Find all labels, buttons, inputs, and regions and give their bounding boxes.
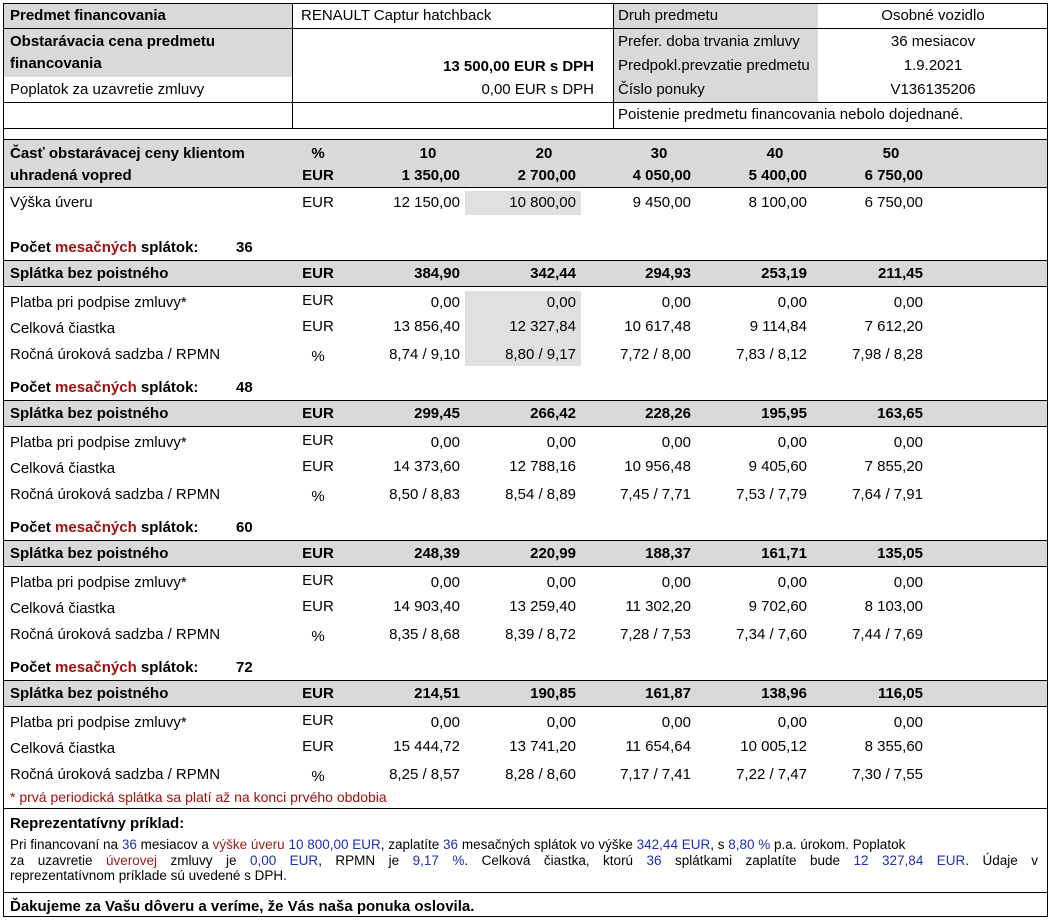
divider [4,892,1047,893]
installment-value: 195,95 [761,405,807,422]
loan-value: 9 450,00 [632,194,691,211]
interest-rate-value: 8,74 / 9,10 [389,346,460,363]
interest-rate-value: 8,50 / 8,83 [389,486,460,503]
head-amount: 4 050,00 [632,167,691,184]
head-label-2: uhradená vopred [10,167,132,184]
installment-value: 163,65 [877,405,923,422]
footnote: * prvá periodická splátka sa platí až na konci prvého obdobia [10,789,387,805]
installment-value: 138,96 [761,685,807,702]
type-label: Druh predmetu [618,7,719,24]
total-amount-unit: EUR [302,598,334,615]
divider [292,4,293,102]
sign-payment-value: 0,00 [546,574,576,591]
total-amount-unit: EUR [302,458,334,475]
loan-value: 10 800,00 [509,194,576,211]
sign-payment-label: Platba pri podpise zmluvy* [10,434,187,451]
divider [4,128,1047,129]
sign-payment-value: 0,00 [893,574,923,591]
payment-count: 60 [236,519,253,536]
total-amount-value: 9 114,84 [749,318,807,335]
sign-payment-value: 0,00 [777,294,807,311]
total-amount-value: 13 259,40 [509,598,576,615]
installment-unit: EUR [302,685,334,702]
payment-count: 48 [236,379,253,396]
total-amount-value: 12 327,84 [509,318,576,335]
divider [4,139,1047,140]
installment-value: 266,42 [530,405,576,422]
head-percent: 20 [535,145,553,162]
interest-rate-value: 7,44 / 7,69 [852,626,923,643]
sign-payment-value: 0,00 [777,714,807,731]
interest-rate-value: 7,72 / 8,00 [620,346,691,363]
sign-payment-value: 0,00 [893,294,923,311]
example-text [10,837,1038,884]
head-percent: 10 [419,145,437,162]
head-amount: 5 400,00 [748,167,807,184]
head-label-1: Časť obstarávacej ceny klientom [10,145,245,162]
sign-payment-value: 0,00 [430,294,460,311]
installment-label: Splátka bez poistného [10,265,169,282]
installment-value: 384,90 [414,265,460,282]
installment-unit: EUR [302,405,334,422]
type-value: Osobné vozidlo [881,7,985,24]
payment-count-label: Počet mesačných splátok: [10,519,199,536]
sign-payment-value: 0,00 [777,574,807,591]
sign-payment-unit: EUR [302,572,334,589]
total-amount-value: 13 856,40 [393,318,460,335]
total-amount-value: 10 005,12 [740,738,807,755]
loan-label: Výška úveru [10,194,93,211]
interest-rate-unit: % [311,488,325,505]
sign-payment-unit: EUR [302,712,334,729]
duration-value: 36 mesiacov [890,33,976,50]
total-amount-value: 8 355,60 [864,738,923,755]
payment-count-label: Počet mesačných splátok: [10,239,199,256]
interest-rate-value: 8,39 / 8,72 [505,626,576,643]
sign-payment-value: 0,00 [546,434,576,451]
total-amount-label: Celková čiastka [10,320,116,337]
sign-payment-value: 0,00 [893,714,923,731]
interest-rate-value: 8,35 / 8,68 [389,626,460,643]
fee-label: Poplatok za uzavretie zmluvy [10,81,205,98]
interest-rate-value: 7,53 / 7,79 [736,486,807,503]
head-amount: 6 750,00 [864,167,923,184]
sign-payment-unit: EUR [302,292,334,309]
takeover-value: 1.9.2021 [903,57,963,74]
divider [4,808,1047,809]
thanks-text: Ďakujeme za Vašu dôveru a veríme, že Vás naša ponuka oslovila. [10,898,475,915]
interest-rate-unit: % [311,348,325,365]
subject-label: Predmet financovania [10,7,166,24]
installment-value: 342,44 [530,265,576,282]
sign-payment-value: 0,00 [546,294,576,311]
example-title: Reprezentatívny príklad: [10,815,185,832]
divider [4,286,1047,287]
total-amount-label: Celková čiastka [10,740,116,757]
divider [613,4,614,128]
interest-rate-value: 7,64 / 7,91 [852,486,923,503]
total-amount-value: 11 302,20 [625,598,691,615]
head-unit-pct: % [311,145,325,162]
divider [4,706,1047,707]
total-amount-value: 13 741,20 [509,738,576,755]
installment-value: 299,45 [414,405,460,422]
sign-payment-value: 0,00 [661,294,691,311]
installment-label: Splátka bez poistného [10,405,169,422]
head-percent: 50 [882,145,900,162]
total-amount-value: 7 855,20 [864,458,923,475]
total-amount-value: 8 103,00 [864,598,923,615]
sign-payment-value: 0,00 [661,434,691,451]
interest-rate-unit: % [311,628,325,645]
interest-rate-label: Ročná úroková sadzba / RPMN [10,766,221,783]
total-amount-unit: EUR [302,738,334,755]
total-amount-value: 10 956,48 [624,458,691,475]
price-value: 13 500,00 EUR s DPH [443,58,594,75]
sign-payment-value: 0,00 [430,574,460,591]
installment-value: 253,19 [761,265,807,282]
divider [4,426,1047,427]
total-amount-value: 11 654,64 [625,738,691,755]
interest-rate-label: Ročná úroková sadzba / RPMN [10,626,221,643]
interest-rate-value: 7,34 / 7,60 [736,626,807,643]
sign-payment-label: Platba pri podpise zmluvy* [10,294,187,311]
installment-value: 214,51 [414,685,460,702]
total-amount-value: 14 903,40 [393,598,460,615]
insurance-note: Poistenie predmetu financovania nebolo dojednané. [618,106,964,123]
sign-payment-label: Platba pri podpise zmluvy* [10,574,187,591]
offer-value: V136135206 [890,81,976,98]
sign-payment-value: 0,00 [777,434,807,451]
loan-value: 6 750,00 [864,194,923,211]
installment-value: 161,71 [761,545,807,562]
divider [4,102,1047,103]
loan-unit: EUR [302,194,334,211]
interest-rate-value: 7,28 / 7,53 [620,626,691,643]
total-amount-value: 15 444,72 [393,738,460,755]
sign-payment-label: Platba pri podpise zmluvy* [10,714,187,731]
interest-rate-label: Ročná úroková sadzba / RPMN [10,486,221,503]
sign-payment-value: 0,00 [893,434,923,451]
duration-label: Prefer. doba trvania zmluvy [618,33,800,50]
divider [292,102,293,128]
interest-rate-value: 8,25 / 8,57 [389,766,460,783]
sign-payment-value: 0,00 [661,574,691,591]
installment-value: 135,05 [877,545,923,562]
head-percent: 40 [766,145,784,162]
head-amount: 1 350,00 [401,167,460,184]
installment-value: 220,99 [530,545,576,562]
loan-value: 8 100,00 [748,194,807,211]
installment-value: 116,05 [877,685,923,702]
loan-value: 12 150,00 [393,194,460,211]
interest-rate-value: 8,28 / 8,60 [505,766,576,783]
payment-count-label: Počet mesačných splátok: [10,659,199,676]
divider [4,187,1047,188]
installment-value: 294,93 [645,265,691,282]
installment-value: 228,26 [645,405,691,422]
fee-value: 0,00 EUR s DPH [481,81,594,98]
example-line-3: reprezentatívnom príklade sú uvedené s DPH. [10,868,287,883]
head-amount: 2 700,00 [517,167,576,184]
total-amount-value: 9 702,60 [748,598,807,615]
total-amount-label: Celková čiastka [10,460,116,477]
installment-value: 188,37 [645,545,691,562]
sign-payment-value: 0,00 [430,714,460,731]
installment-unit: EUR [302,265,334,282]
payment-count: 72 [236,659,253,676]
installment-label: Splátka bez poistného [10,685,169,702]
example-line-1: Pri financovaní na 36 mesiacov a výške úveru 10 800,00 EUR, zaplatíte 36 mesačných splátok vo výške 342,44 EUR, s 8,80 % p.a. úrokom. Poplatok [10,837,906,852]
installment-value: 248,39 [414,545,460,562]
sign-payment-unit: EUR [302,432,334,449]
head-unit-eur: EUR [302,167,334,184]
installment-value: 161,87 [645,685,691,702]
interest-rate-value: 7,98 / 8,28 [852,346,923,363]
installment-unit: EUR [302,545,334,562]
sign-payment-value: 0,00 [661,714,691,731]
interest-rate-value: 7,30 / 7,55 [852,766,923,783]
offer-label: Číslo ponuky [618,81,705,98]
interest-rate-unit: % [311,768,325,785]
financing-offer-document [3,3,1048,917]
example-line-2: za uzavretie úverovej zmluvy je 0,00 EUR, RPMN je 9,17 %. Celková čiastka, ktorú 36 splátkami zaplatíte bude 12 327,84 EUR. Údaje v [10,852,1039,868]
installment-value: 211,45 [877,265,923,282]
total-amount-value: 12 788,16 [509,458,576,475]
interest-rate-value: 8,54 / 8,89 [505,486,576,503]
payment-count: 36 [236,239,253,256]
head-percent: 30 [650,145,668,162]
total-amount-label: Celková čiastka [10,600,116,617]
takeover-label: Predpokl.prevzatie predmetu [618,57,810,74]
interest-rate-value: 7,22 / 7,47 [736,766,807,783]
total-amount-unit: EUR [302,318,334,335]
total-amount-value: 7 612,20 [864,318,923,335]
sign-payment-value: 0,00 [430,434,460,451]
total-amount-value: 10 617,48 [624,318,691,335]
total-amount-value: 9 405,60 [748,458,807,475]
total-amount-value: 14 373,60 [393,458,460,475]
payment-count-label: Počet mesačných splátok: [10,379,199,396]
installment-value: 190,85 [530,685,576,702]
interest-rate-value: 7,45 / 7,71 [620,486,691,503]
installment-label: Splátka bez poistného [10,545,169,562]
interest-rate-value: 8,80 / 9,17 [505,346,576,363]
divider [4,566,1047,567]
price-label-2: financovania [10,55,102,72]
interest-rate-value: 7,17 / 7,41 [620,766,691,783]
interest-rate-value: 7,83 / 8,12 [736,346,807,363]
price-label-1: Obstarávacia cena predmetu [10,33,216,50]
interest-rate-label: Ročná úroková sadzba / RPMN [10,346,221,363]
sign-payment-value: 0,00 [546,714,576,731]
subject-value: RENAULT Captur hatchback [301,7,492,24]
